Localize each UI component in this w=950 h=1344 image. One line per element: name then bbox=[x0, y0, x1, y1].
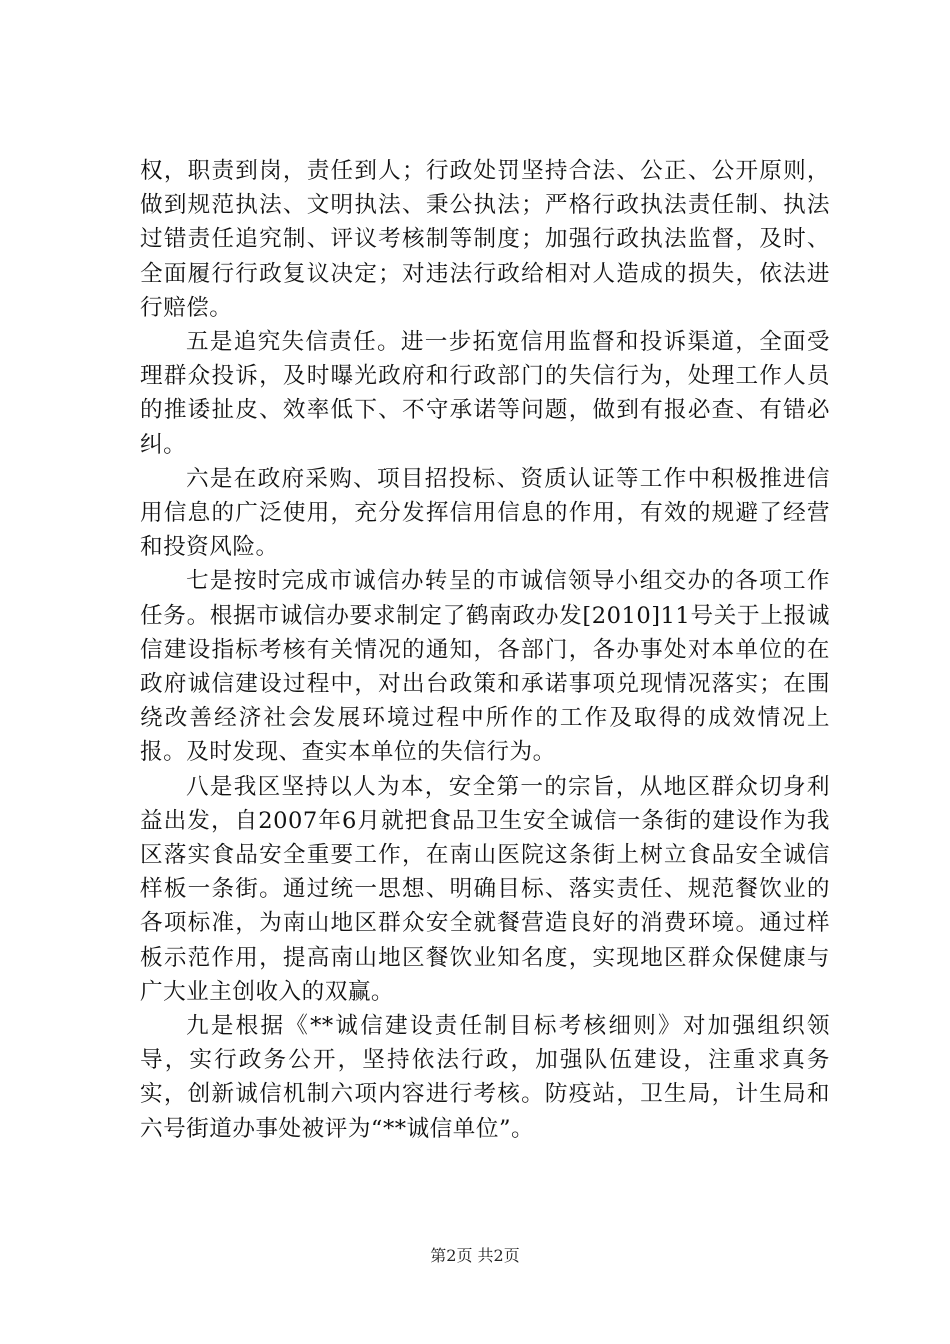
page-footer: 第2页 共2页 bbox=[430, 1246, 520, 1265]
paragraph-item-6: 六是在政府采购、项目招投标、资质认证等工作中积极推进信用信息的广泛使用，充分发挥信用信息的作用，有效的规避了经营和投资风险。 bbox=[140, 465, 830, 561]
paragraph-continuation: 权，职责到岗，责任到人；行政处罚坚持合法、公正、公开原则，做到规范执法、文明执法、秉公执法；严格行政执法责任制、执法过错责任追究制、评议考核制等制度；加强行政执法监督，及时、全面履行行政复议决定；对违法行政给相对人造成的损失，依法进行赔偿。 bbox=[140, 158, 830, 321]
paragraph-item-5: 五是追究失信责任。进一步拓宽信用监督和投诉渠道，全面受理群众投诉，及时曝光政府和行政部门的失信行为，处理工作人员的推诿扯皮、效率低下、不守承诺等问题，做到有报必查、有错必纠。 bbox=[140, 329, 830, 458]
document-body bbox=[140, 154, 830, 1146]
paragraph-item-7: 七是按时完成市诚信办转呈的市诚信领导小组交办的各项工作任务。根据市诚信办要求制定了鹤南政办发[2010]11号关于上报诚信建设指标考核有关情况的通知，各部门，各办事处对本单位的在政府诚信建设过程中，对出台政策和承诺事项兑现情况落实；在围绕改善经济社会发展环境过程中所作的工作及取得的成效情况上报。及时发现、查实本单位的失信行为。 bbox=[140, 568, 830, 766]
paragraph-item-9: 九是根据《**诚信建设责任制目标考核细则》对加强组织领导，实行政务公开，坚持依法行政，加强队伍建设，注重求真务实，创新诚信机制六项内容进行考核。防疫站，卫生局，计生局和六号街道办事处被评为“**诚信单位”。 bbox=[140, 1013, 830, 1142]
paragraph-item-8: 八是我区坚持以人为本，安全第一的宗旨，从地区群众切身利益出发，自2007年6月就把食品卫生安全诚信一条街的建设作为我区落实食品安全重要工作，在南山医院这条街上树立食品安全诚信样板一条街。通过统一思想、明确目标、落实责任、规范餐饮业的各项标准，为南山地区群众安全就餐营造良好的消费环境。通过样板示范作用，提高南山地区餐饮业知名度，实现地区群众保健康与广大业主创收入的双赢。 bbox=[140, 773, 830, 1005]
